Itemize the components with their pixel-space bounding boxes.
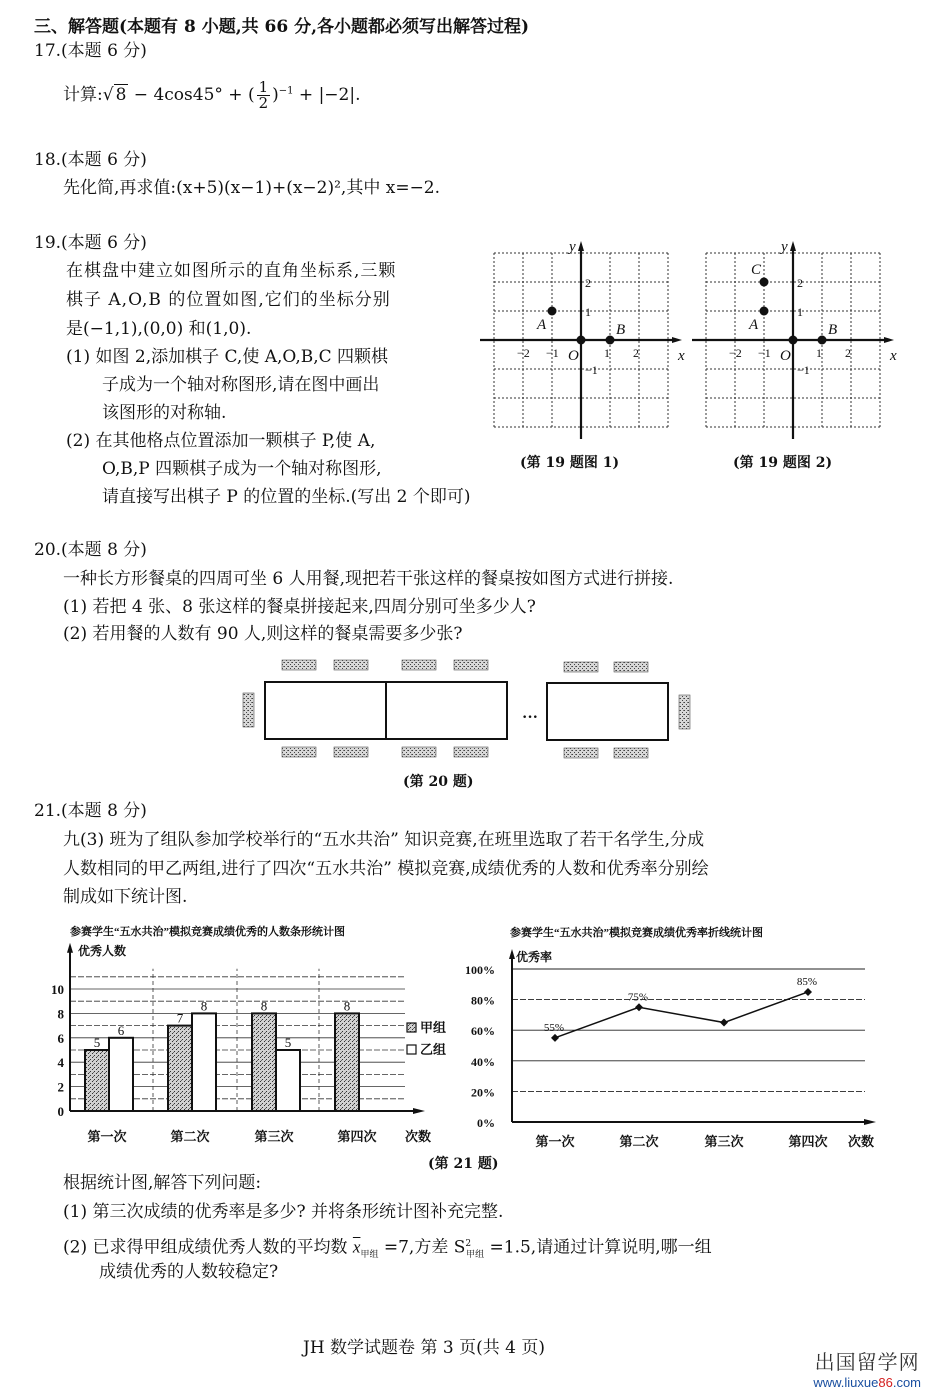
point-label: A — [749, 317, 759, 333]
chess-piece-o — [577, 336, 586, 345]
bar-yi — [192, 1013, 216, 1111]
bar-jia — [85, 1050, 109, 1111]
variance-exponent: 2 — [465, 1239, 472, 1249]
q17-formula: 计算:√ 8 − 4cos45° + ( $\frac{1}{2}$ )$^{-1}$ + |−2|. — [63, 78, 361, 112]
y-axis-label: y — [569, 239, 576, 255]
section-title: 三、解答题(本题有 8 小题,共 66 分,各小题都必须写出解答过程) — [34, 17, 530, 37]
q20-intro: 一种长方形餐桌的四周可坐 6 人用餐,现把若干张这样的餐桌按如图方式进行拼接. — [63, 569, 674, 589]
chair — [402, 747, 436, 757]
chair — [454, 747, 488, 757]
q19-sub2-3: 请直接写出棋子 P 的位置的坐标.(写出 2 个即可) — [102, 487, 471, 507]
x-tick-label: 第二次 — [170, 1129, 210, 1144]
frac-den: 2 — [258, 94, 269, 112]
q19-sub2-1: (2) 在其他格点位置添加一颗棋子 P,使 A, — [66, 431, 376, 451]
chess-piece-c — [760, 278, 769, 287]
chair — [679, 695, 690, 729]
y-tick-label: 40% — [471, 1054, 495, 1069]
bar-jia — [335, 1013, 359, 1111]
y-tick-label: 2 — [585, 276, 591, 290]
y-axis-arrow — [790, 241, 796, 251]
x-tick-label: 第一次 — [87, 1129, 127, 1144]
bar-data-label: 8 — [200, 998, 208, 1014]
legend-label: 甲组 — [420, 1020, 447, 1035]
ellipsis: ··· — [522, 709, 539, 726]
q18-header: 18.(本题 6 分) — [34, 150, 147, 170]
point-label: A — [537, 317, 547, 333]
legend-swatch — [407, 1045, 416, 1054]
point-label: B — [828, 322, 838, 338]
point-label: B — [616, 322, 626, 338]
bar-data-label: 8 — [343, 998, 351, 1014]
x-axis-label: 次数 — [405, 1129, 432, 1144]
y-tick-label: 2 — [57, 1079, 64, 1095]
x-tick-label: 2 — [845, 346, 851, 360]
q17-exponent: −1 — [278, 85, 294, 97]
data-point — [720, 1019, 728, 1027]
chair — [564, 662, 598, 672]
q19-figure-2 — [692, 238, 907, 438]
bar-data-label: 7 — [176, 1010, 184, 1026]
x-tick-label: −2 — [729, 346, 742, 360]
q17-part3: + |−2|. — [293, 85, 361, 105]
q19-intro-3: 是(−1,1),(0,0) 和(1,0). — [66, 319, 252, 339]
legend-swatch — [407, 1023, 416, 1032]
y-tick-label: 4 — [57, 1055, 64, 1071]
q21-header: 21.(本题 8 分) — [34, 801, 147, 821]
line-chart-title: 参赛学生“五水共治”模拟竞赛成绩优秀率折线统计图 — [510, 927, 763, 939]
x-tick-label: −1 — [546, 346, 559, 360]
legend-label: 乙组 — [420, 1042, 447, 1057]
line-chart — [460, 915, 920, 1155]
chess-piece-b — [606, 336, 615, 345]
q20-tables-diagram — [220, 650, 720, 770]
q17-fraction — [257, 80, 271, 111]
x-tick-label: 1 — [816, 346, 822, 360]
chair — [243, 693, 254, 727]
bar-jia — [168, 1026, 192, 1111]
data-label: 55% — [543, 1021, 565, 1034]
q20-sub2: (2) 若用餐的人数有 90 人,则这样的餐桌需要多少张? — [63, 624, 463, 644]
chair — [282, 660, 316, 670]
x-axis-arrow — [413, 1108, 425, 1114]
y-axis-label: 优秀人数 — [78, 943, 127, 958]
q21-caption: (第 21 题) — [428, 1156, 499, 1172]
y-axis-label: y — [781, 239, 788, 255]
chess-piece-a — [548, 307, 557, 316]
q18-text: 先化简,再求值:(x+5)(x−1)+(x−2)²,其中 x=−2. — [63, 178, 441, 198]
y-tick-label: 60% — [471, 1024, 495, 1039]
x-tick-label: 2 — [633, 346, 639, 360]
x-tick-label: −1 — [758, 346, 771, 360]
y-axis-arrow — [509, 949, 515, 959]
data-point — [804, 988, 812, 996]
q21-intro-2: 人数相同的甲乙两组,进行了四次“五水共治” 模拟竞赛,成绩优秀的人数和优秀率分别绘 — [63, 859, 709, 879]
point-label: C — [751, 262, 762, 278]
page-footer: JH 数学试题卷 第 3 页(共 4 页) — [303, 1338, 545, 1358]
q17-part2: ) — [272, 85, 279, 105]
y-axis-arrow — [67, 943, 73, 953]
bar-jia — [252, 1013, 276, 1111]
q17-header: 17.(本题 6 分) — [34, 41, 147, 61]
q21-intro-1: 九(3) 班为了组队参加学校举行的“五水共治” 知识竞赛,在班里选取了若干名学生,分成 — [63, 830, 705, 850]
x-tick-label: 第三次 — [254, 1129, 294, 1144]
q19-figure-1 — [480, 238, 690, 438]
bar-data-label: 5 — [93, 1035, 101, 1050]
y-axis-arrow — [578, 241, 584, 251]
x-tick-label: −2 — [517, 346, 530, 360]
q19-figure-2-caption: (第 19 题图 2) — [733, 455, 833, 471]
chair — [614, 662, 648, 672]
q17-prefix: 计算: — [63, 85, 103, 105]
chair — [282, 747, 316, 757]
q19-sub1-1: (1) 如图 2,添加棋子 C,使 A,O,B,C 四颗棋 — [66, 347, 389, 367]
y-tick-label: 10 — [51, 982, 64, 997]
chair — [614, 748, 648, 758]
y-tick-label: 0% — [477, 1116, 495, 1130]
q19-intro-2: 棋子 A,O,B 的位置如图,它们的坐标分别 — [66, 290, 391, 310]
q21-sub2-line2: 成绩优秀的人数较稳定? — [99, 1262, 279, 1282]
q19-sub2-2: O,B,P 四颗棋子成为一个轴对称图形, — [102, 459, 382, 479]
x-tick-label: 第一次 — [535, 1134, 575, 1149]
bar-data-label: 8 — [260, 998, 268, 1014]
chair — [334, 660, 368, 670]
x-axis-arrow — [864, 1119, 876, 1125]
rate-line — [555, 992, 808, 1038]
y-tick-label: 8 — [57, 1006, 64, 1022]
y-tick-label: 20% — [471, 1085, 495, 1100]
bar-data-label: 5 — [284, 1035, 292, 1050]
y-tick-label: 1 — [797, 305, 803, 319]
mean-subscript: 甲组 — [360, 1250, 379, 1261]
bar-chart — [30, 915, 470, 1155]
x-tick-label: 第四次 — [788, 1134, 828, 1149]
sub2-text-a: (2) 已求得甲组成绩优秀人数的平均数 — [63, 1237, 353, 1258]
q19-sub1-2: 子成为一个轴对称图形,请在图中画出 — [102, 375, 380, 395]
chair — [454, 660, 488, 670]
x-axis-arrow — [884, 337, 894, 343]
q20-caption: (第 20 题) — [403, 774, 474, 790]
data-label: 85% — [796, 975, 818, 988]
watermark-url: www.liuxue86.com — [813, 1375, 921, 1390]
x-axis-label: 次数 — [848, 1134, 875, 1149]
q19-intro-1: 在棋盘中建立如图所示的直角坐标系,三颗 — [66, 261, 397, 281]
chair — [402, 660, 436, 670]
data-point — [551, 1034, 559, 1042]
q17-sqrt: 8 — [115, 85, 127, 105]
origin-label: O — [780, 348, 791, 364]
q20-sub1: (1) 若把 4 张、8 张这样的餐桌拼接起来,四周分别可坐多少人? — [63, 597, 536, 617]
data-label: 75% — [627, 991, 649, 1004]
watermark-title: 出国留学网 — [814, 1350, 920, 1374]
y-tick-label: 0 — [57, 1104, 64, 1119]
x-tick-label: 第四次 — [337, 1129, 377, 1144]
q21-sub1: (1) 第三次成绩的优秀率是多少? 并将条形统计图补充完整. — [63, 1202, 504, 1222]
origin-label: O — [568, 348, 579, 364]
chair — [564, 748, 598, 758]
bar-data-label: 6 — [117, 1022, 125, 1038]
y-tick-label: 100% — [465, 963, 495, 977]
x-tick-label: 第二次 — [619, 1134, 659, 1149]
q21-followup: 根据统计图,解答下列问题: — [63, 1173, 262, 1193]
frac-num: 1 — [258, 78, 269, 96]
chess-piece-o — [789, 336, 798, 345]
variance-subscript: 甲组 — [466, 1250, 485, 1261]
chess-piece-a — [760, 307, 769, 316]
q19-figure-1-caption: (第 19 题图 1) — [520, 455, 620, 471]
data-point — [635, 1003, 643, 1011]
y-tick-label: −1 — [585, 363, 598, 377]
y-tick-label: 6 — [57, 1030, 64, 1046]
x-axis-arrow — [672, 337, 682, 343]
q17-part1: − 4cos45° + ( — [128, 85, 255, 105]
table — [547, 683, 668, 740]
y-tick-label: 1 — [585, 305, 591, 319]
y-tick-label: −1 — [797, 363, 810, 377]
x-axis-label: x — [678, 348, 685, 364]
sub2-text-c: =1.5,请通过计算说明,哪一组 — [484, 1237, 712, 1258]
table — [265, 682, 386, 739]
table — [386, 682, 507, 739]
q19-sub1-3: 该图形的对称轴. — [102, 403, 227, 423]
chess-piece-b — [818, 336, 827, 345]
bar-chart-title: 参赛学生“五水共治”模拟竞赛成绩优秀的人数条形统计图 — [70, 926, 345, 938]
y-tick-label: 2 — [797, 276, 803, 290]
mean-symbol: $\overline{x}$ — [352, 1237, 361, 1257]
q19-header: 19.(本题 6 分) — [34, 233, 147, 253]
y-axis-label: 优秀率 — [516, 950, 553, 964]
x-tick-label: 1 — [604, 346, 610, 360]
y-tick-label: 80% — [471, 993, 495, 1008]
bar-yi — [109, 1038, 133, 1111]
bar-yi — [276, 1050, 300, 1111]
q21-intro-3: 制成如下统计图. — [63, 887, 188, 907]
chair — [334, 747, 368, 757]
watermark — [813, 1346, 921, 1390]
x-tick-label: 第三次 — [704, 1134, 744, 1149]
x-axis-label: x — [890, 348, 897, 364]
q20-header: 20.(本题 8 分) — [34, 540, 147, 560]
sub2-text-b: =7,方差 S — [378, 1237, 466, 1258]
